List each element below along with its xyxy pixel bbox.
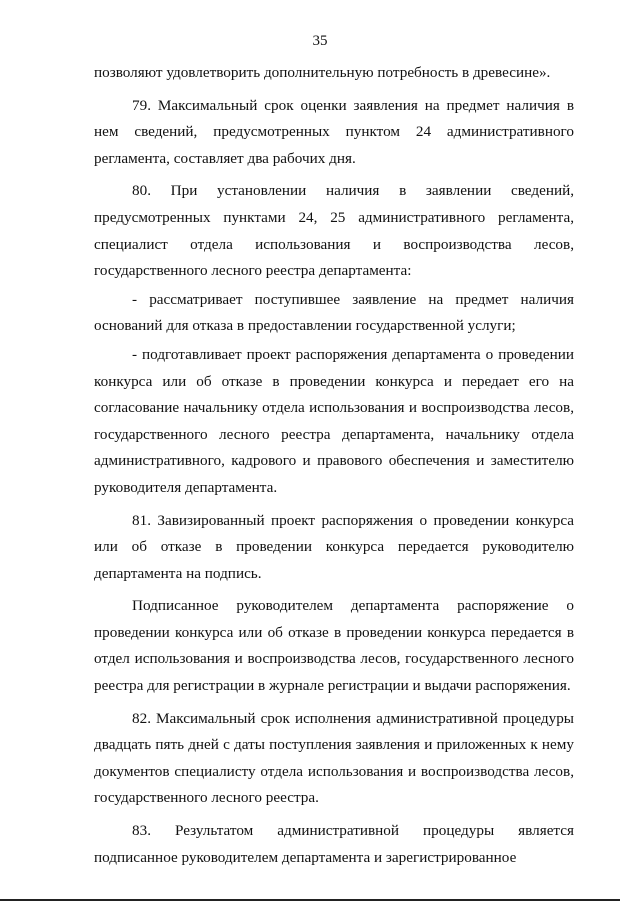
paragraph-82: 82. Максимальный срок исполнения административной процедуры двадцать пять дней с даты поступления заявления и приложенных к нему документов специалисту отдела использования и воспроизводства лесов, государственного лесного реестра. — [94, 709, 574, 807]
paragraph-80-item-1: - рассматривает поступившее заявление на предмет наличия оснований для отказа в предоставлении государственной услуги; — [94, 290, 574, 335]
paragraph-continuation: позволяют удовлетворить дополнительную потребность в древесине». — [94, 64, 551, 81]
scan-edge-line — [0, 899, 620, 901]
page-number: 35 — [312, 33, 328, 49]
paragraph-79: 79. Максимальный срок оценки заявления на предмет наличия в нем сведений, предусмотренных пунктом 24 административного регламента, составляет два рабочих дня. — [94, 96, 574, 167]
document-body — [94, 60, 574, 873]
paragraph-80-item-2: - подготавливает проект распоряжения департамента о проведении конкурса или об отказе в проведении конкурса и передает его на согласование начальнику отдела использования и воспроизводства лесов, государственного лесного реестра департамента, начальнику отдела административного, кадрового и правового обеспечения и заместителю руководителя департамента. — [94, 345, 574, 496]
paragraph-80: 80. При установлении наличия в заявлении сведений, предусмотренных пунктами 24, 25 административного регламента, специалист отдела использования и воспроизводства лесов, государственного лесного реестра департамента: — [94, 182, 574, 280]
paragraph-83: 83. Результатом административной процедуры является подписанное руководителем департамента и зарегистрированное — [94, 822, 574, 866]
paragraph-81-signed: Подписанное руководителем департамента распоряжение о проведении конкурса или об отказе в проведении конкурса передается в отдел использования и воспроизводства лесов, государственного лесного реестра для регистрации в журнале регистрации и выдачи распоряжения. — [94, 597, 574, 695]
paragraph-81: 81. Завизированный проект распоряжения о проведении конкурса или об отказе в проведении конкурса передается руководителю департамента на подпись. — [94, 511, 574, 582]
